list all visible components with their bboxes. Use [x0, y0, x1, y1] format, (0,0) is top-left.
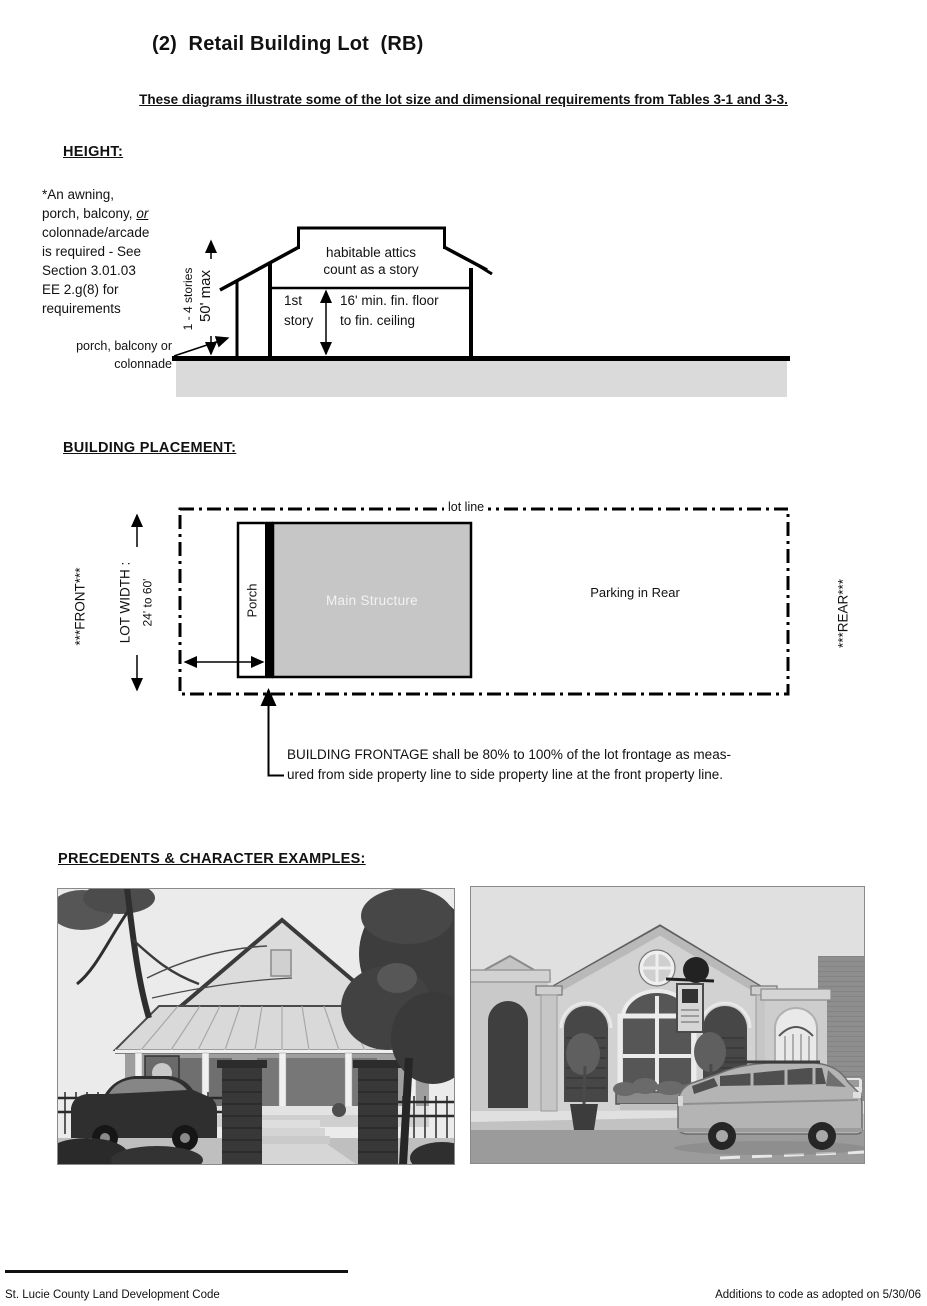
note-line: porch, balcony, or	[42, 206, 149, 221]
left-wing	[470, 956, 550, 1111]
height-diagram	[165, 222, 795, 402]
precedents-section-heading: PRECEDENTS & CHARACTER EXAMPLES:	[58, 851, 366, 867]
page-title: (2) Retail Building Lot (RB)	[152, 33, 424, 55]
ground-hatch	[176, 361, 787, 397]
lot-width-label: LOT WIDTH :	[117, 561, 133, 644]
note-line: EE 2.g(8) for	[42, 282, 119, 297]
front-label: ***FRONT***	[72, 567, 88, 646]
stories-label: 1 - 4 stories	[181, 267, 195, 331]
frontage-callout-leader	[269, 690, 285, 776]
placement-section-heading: BUILDING PLACEMENT:	[63, 440, 237, 456]
porch-label: Porch	[244, 583, 260, 618]
lot-width-range: 24' to 60'	[140, 578, 154, 627]
note-line: Section 3.01.03	[42, 263, 136, 278]
frontage-note: BUILDING FRONTAGE shall be 80% to 100% of the lot frontage as meas- ured from side property line to side property line at the front property line.	[287, 747, 731, 782]
height-max-label: 50' max	[196, 269, 214, 323]
footer-left: St. Lucie County Land Development Code	[5, 1289, 220, 1301]
parking-label: Parking in Rear	[590, 585, 680, 600]
lot-line-label: lot line	[444, 500, 488, 514]
main-structure-label: Main Structure	[326, 593, 418, 608]
precedent-photo-porch-storefront	[57, 888, 455, 1165]
attic-label: habitable attics count as a story	[323, 245, 419, 277]
roof-left-slope	[220, 247, 299, 290]
ceiling-height-label: 16' min. fin. floor to fin. ceiling	[340, 293, 439, 328]
note-line: *An awning,	[42, 187, 115, 202]
footer-rule	[5, 1270, 348, 1273]
note-line: is required - See	[42, 244, 142, 259]
rear-label: ***REAR***	[835, 578, 851, 649]
steps	[252, 1120, 330, 1144]
first-story-label: 1st story	[284, 293, 314, 328]
note-or-emphasis: or	[136, 206, 149, 221]
subtitle: These diagrams illustrate some of the lot size and dimensional requirements from Tables 3-1 and 3-3.	[139, 92, 788, 107]
precedent-photo-retail-building	[470, 886, 865, 1164]
height-section-heading: HEIGHT:	[63, 144, 124, 160]
roof-right-stub	[479, 266, 492, 274]
porch-pointer-label: porch, balcony or colonnade	[76, 339, 172, 371]
note-line: requirements	[42, 301, 121, 316]
footer-right: Additions to code as adopted on 5/30/06	[715, 1289, 921, 1301]
note-line: colonnade/arcade	[42, 225, 150, 240]
